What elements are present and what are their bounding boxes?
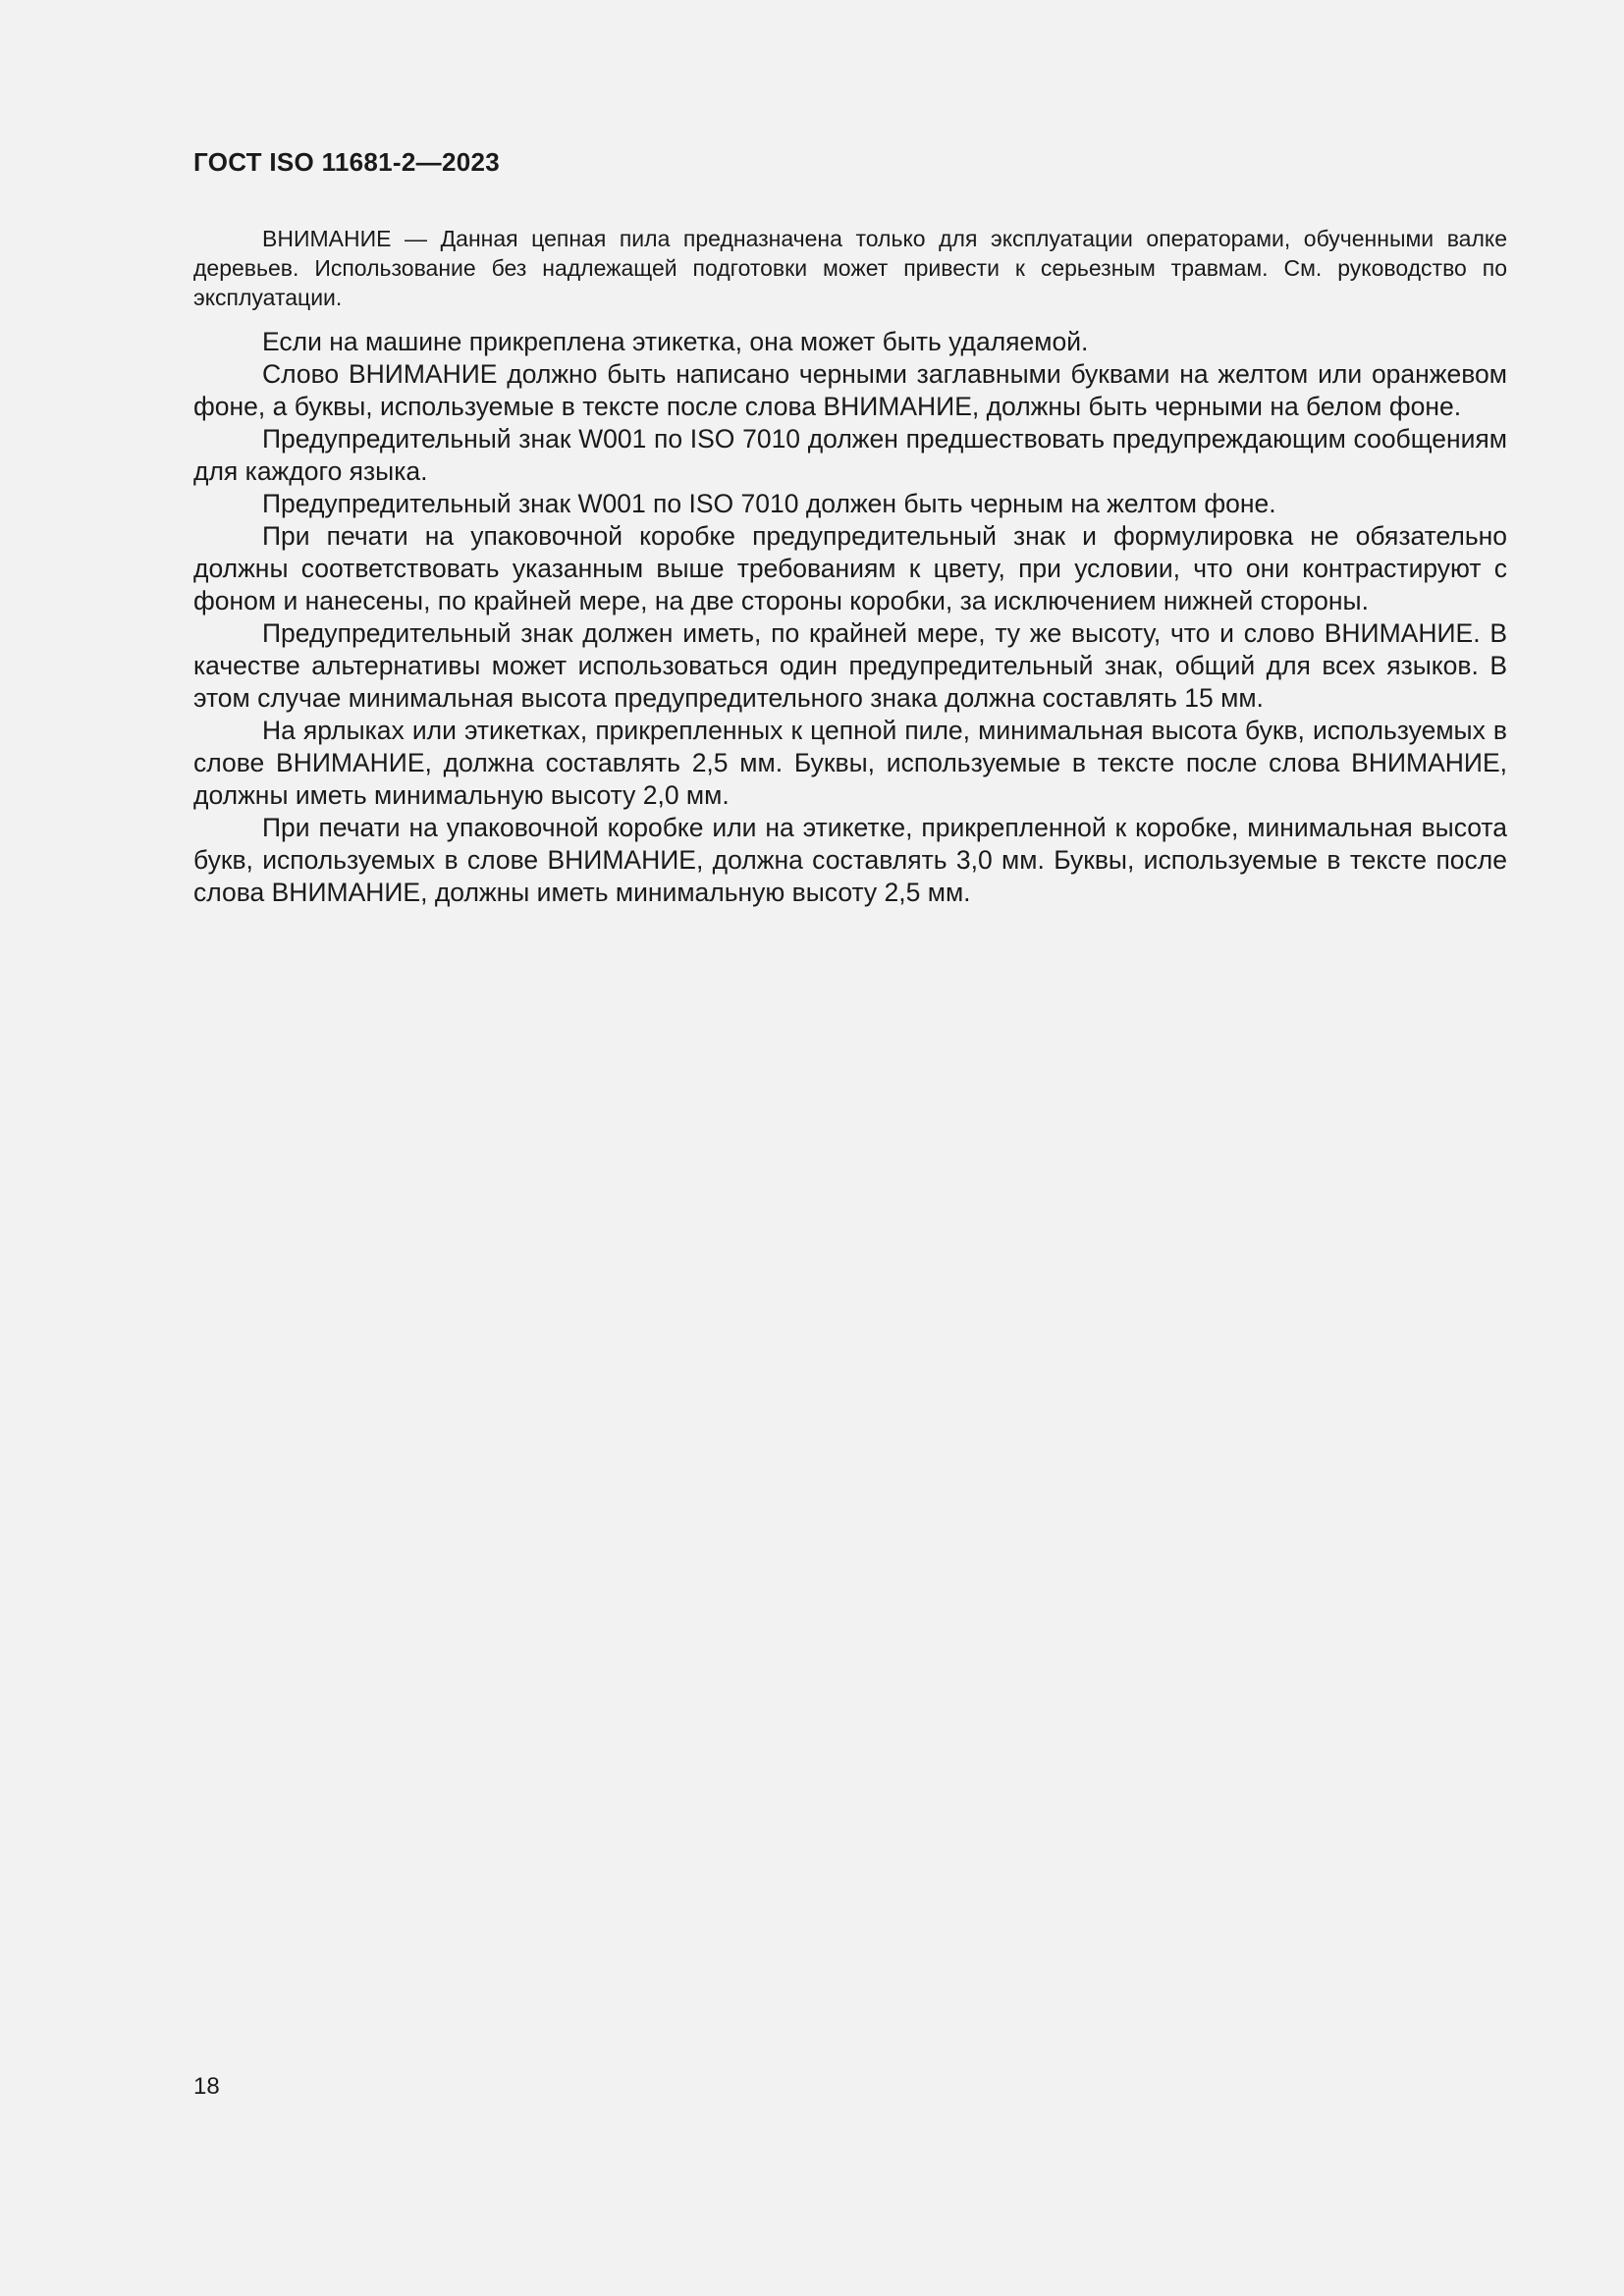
paragraph-sign-precedes: Предупредительный знак W001 по ISO 7010 должен предшествовать предупреждающим сообщениям для каждого языка.	[193, 424, 1507, 486]
paragraph-packaging-print: При печати на упаковочной коробке предупредительный знак и формулировка не обязательно должны соответствовать указанным выше требованиям к цвету, при условии, что они контрастируют с фоном и нанесены, по крайней мере, на две стороны коробки, за исключением нижней стороны.	[193, 521, 1507, 615]
paragraph-label-removable: Если на машине прикреплена этикетка, она может быть удаляемой.	[262, 327, 1089, 356]
standard-header: ГОСТ ISO 11681-2—2023	[193, 147, 500, 177]
paragraph-box-letter-height: При печати на упаковочной коробке или на этикетке, прикрепленной к коробке, минимальная высота букв, используемых в слове ВНИМАНИЕ, должна составлять 3,0 мм. Буквы, используемые в тексте после слова ВНИМАНИЕ, должны иметь минимальную высоту 2,5 мм.	[193, 813, 1507, 907]
document-body	[193, 224, 1507, 909]
paragraph-signal-word-colors: Слово ВНИМАНИЕ должно быть написано черными заглавными буквами на желтом или оранжевом фоне, а буквы, используемые в тексте после слова ВНИМАНИЕ, должны быть черными на белом фоне.	[193, 359, 1507, 421]
paragraph-sign-height: Предупредительный знак должен иметь, по крайней мере, ту же высоту, что и слово ВНИМАНИЕ. В качестве альтернативы может использоваться один предупредительный знак, общий для всех языков. В этом случае минимальная высота предупредительного знака должна составлять 15 мм.	[193, 618, 1507, 713]
warning-note: ВНИМАНИЕ — Данная цепная пила предназначена только для эксплуатации операторами, обученными валке деревьев. Использование без надлежащей подготовки может привести к серьезным травмам. См. руководство по эксплуатации.	[193, 226, 1507, 310]
paragraph-label-letter-height: На ярлыках или этикетках, прикрепленных к цепной пиле, минимальная высота букв, используемых в слове ВНИМАНИЕ, должна составлять 2,5 мм. Буквы, используемые в тексте после слова ВНИМАНИЕ, должны иметь минимальную высоту 2,0 мм.	[193, 716, 1507, 810]
paragraph-sign-colors: Предупредительный знак W001 по ISO 7010 должен быть черным на желтом фоне.	[262, 489, 1276, 518]
page-number: 18	[193, 2073, 220, 2100]
